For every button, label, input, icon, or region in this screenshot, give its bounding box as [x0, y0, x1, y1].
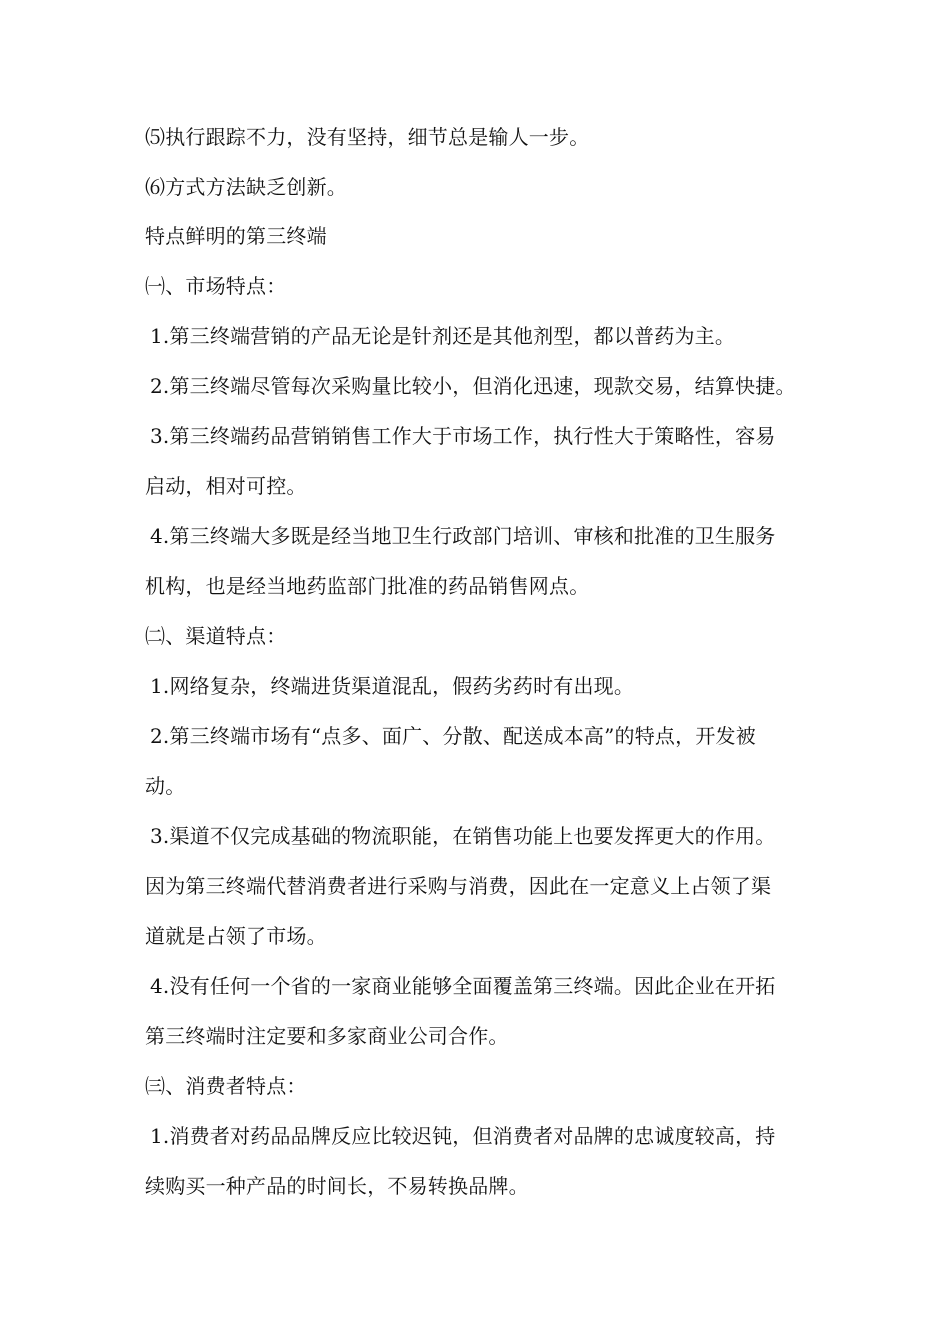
- list-item: 3.渠道不仅完成基础的物流职能，在销售功能上也要发挥更大的作用。: [150, 824, 776, 848]
- subsection-heading: ㈠、市场特点：: [145, 274, 287, 298]
- list-item: 2.第三终端尽管每次采购量比较小，但消化迅速，现款交易，结算快捷。: [150, 374, 796, 398]
- subsection-heading: ㈢、消费者特点：: [145, 1074, 307, 1098]
- list-item: 4.第三终端大多既是经当地卫生行政部门培训、审核和批准的卫生服务: [150, 524, 776, 548]
- list-item-continuation: 续购买一种产品的时间长，不易转换品牌。: [145, 1174, 529, 1198]
- section-heading: 特点鲜明的第三终端: [145, 224, 327, 248]
- list-item: 2.第三终端市场有“点多、面广、分散、配送成本高”的特点，开发被: [150, 724, 756, 748]
- list-item-continuation: 道就是占领了市场。: [145, 924, 327, 948]
- list-item-continuation: 因为第三终端代替消费者进行采购与消费，因此在一定意义上占领了渠: [145, 874, 772, 898]
- list-item: 1.消费者对药品品牌反应比较迟钝，但消费者对品牌的忠诚度较高，持: [150, 1124, 776, 1148]
- paragraph-line: ⑹方式方法缺乏创新。: [145, 175, 347, 199]
- list-item: 1.第三终端营销的产品无论是针剂还是其他剂型，都以普药为主。: [150, 324, 736, 348]
- list-item: 1.网络复杂，终端进货渠道混乱，假药劣药时有出现。: [150, 674, 635, 698]
- list-item-continuation: 动。: [145, 774, 186, 798]
- subsection-heading: ㈡、渠道特点：: [145, 624, 287, 648]
- list-item-continuation: 机构，也是经当地药监部门批准的药品销售网点。: [145, 574, 590, 598]
- list-item-continuation: 第三终端时注定要和多家商业公司合作。: [145, 1024, 509, 1048]
- list-item: 4.没有任何一个省的一家商业能够全面覆盖第三终端。因此企业在开拓: [150, 974, 776, 998]
- list-item-continuation: 启动，相对可控。: [145, 474, 307, 498]
- list-item: 3.第三终端药品营销销售工作大于市场工作，执行性大于策略性，容易: [150, 424, 776, 448]
- paragraph-line: ⑸执行跟踪不力，没有坚持，细节总是输人一步。: [145, 125, 590, 149]
